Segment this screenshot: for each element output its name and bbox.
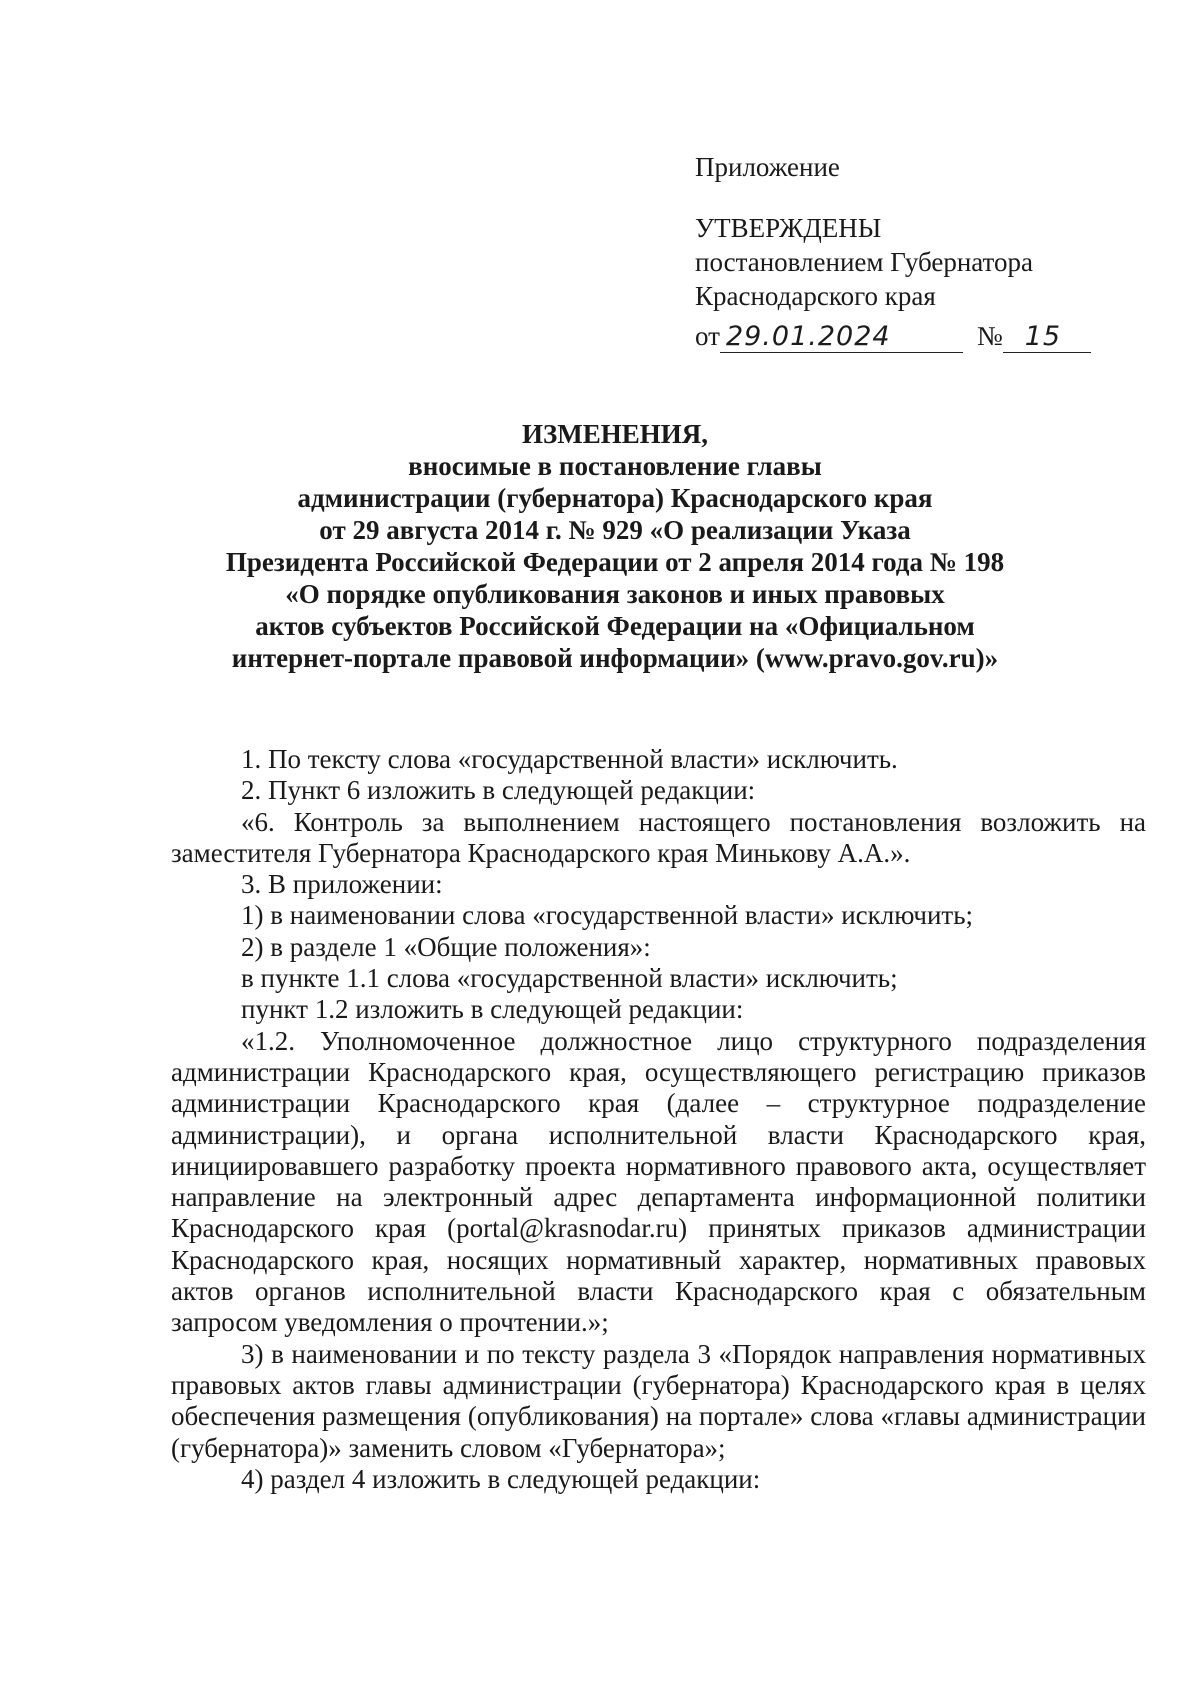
body-paragraph: 4) раздел 4 изложить в следующей редакции: [241,1463,761,1494]
number-prefix: № [976,321,1003,351]
title-line: актов субъектов Российской Федерации на «Официальном [255,611,975,641]
date-prefix: от [695,321,720,351]
title-line: вносимые в постановление главы [408,451,822,481]
handwritten-date: 29.01.2024 [720,322,963,353]
body-paragraph: в пункте 1.1 слова «государственной власти» исключить; [241,963,898,994]
approved-label: УТВЕРЖДЕНЫ [695,213,882,243]
approved-by-line-1: постановлением Губернатора [695,247,1033,277]
document-title [170,418,1060,674]
title-line: Президента Российской Федерации от 2 апреля 2014 года № 198 [225,547,1005,577]
body-paragraph: 1) в наименовании слова «государственной власти» исключить; [241,900,974,931]
appendix-label: Приложение [695,152,840,182]
approved-by-line-2: Краснодарского края [695,281,936,311]
body-paragraph: 3. В приложении: [241,869,443,900]
body-paragraph: «1.2. Уполномоченное должностное лицо структурного подразделения администрации Краснодарского края, осуществляющего регистрацию приказов администрации Краснодарского края (далее – структурное подразделение администрации), и органа исполнительной власти Краснодарского края, инициировавшего разработку проекта нормативного правового акта, осуществляет направление на электронный адрес департамента информационной политики Краснодарского края (portal@krasnodar.ru) принятых приказов администрации Краснодарского края, носящих нормативный характер, нормативных правовых актов органов исполнительной власти Краснодарского края с обязательным запросом уведомления о прочтении.»; [171,1025,1146,1338]
approval-block [695,150,1115,353]
body-paragraph: «6. Контроль за выполнением настоящего постановления возложить на заместителя Губернатора Краснодарского края Минькову А.А.». [171,806,1146,868]
handwritten-number: 15 [1003,322,1091,353]
body-paragraph: 3) в наименовании и по тексту раздела 3 «Порядок направления нормативных правовых актов главы администрации (губернатора) Краснодарского края в целях обеспечения размещения (опубликования) на портале» слова «главы администрации (губернатора)» заменить словом «Губернатора»; [171,1338,1146,1463]
title-line: администрации (губернатора) Краснодарского края [297,483,933,513]
document-body [171,744,1146,1495]
body-paragraph: 2) в разделе 1 «Общие положения»: [241,931,651,962]
title-line: интернет-портале правовой информации» (www.pravo.gov.ru)» [231,643,999,673]
title-line: «О порядке опубликования законов и иных правовых [285,579,945,609]
title-heading: ИЗМЕНЕНИЯ, [521,419,708,449]
body-paragraph: 1. По тексту слова «государственной власти» исключить. [241,744,898,774]
date-number-line [695,313,1115,353]
body-paragraph: 2. Пункт 6 изложить в следующей редакции: [241,775,756,806]
body-paragraph: пункт 1.2 изложить в следующей редакции: [241,994,744,1025]
title-line: от 29 августа 2014 г. № 929 «О реализации Указа [319,515,911,545]
